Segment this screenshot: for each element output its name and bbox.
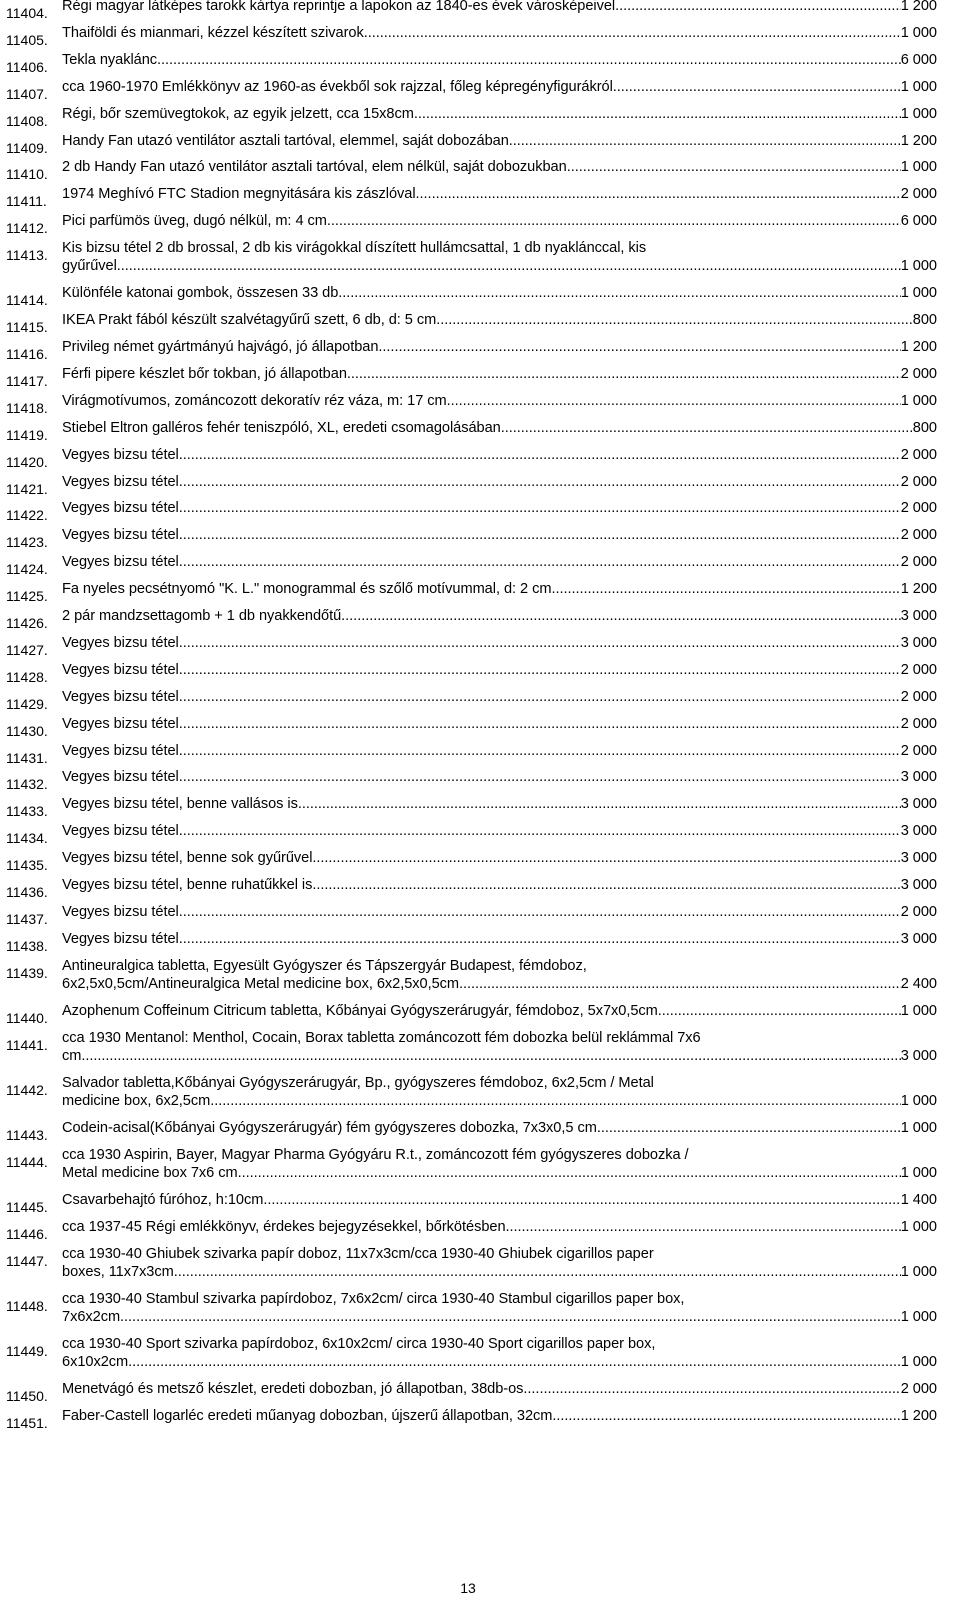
lot-description [62,688,937,706]
lot-number: 11424. [6,561,48,578]
lot-description [62,1002,937,1020]
lot-number: 11433. [6,803,48,820]
lot-description [62,742,937,760]
dot-leader [552,1407,900,1425]
dot-leader [506,1218,901,1236]
dot-leader [551,580,900,598]
dot-leader [613,78,901,96]
lot-description [62,338,937,356]
lot-description-text: Vegyes bizsu tétel [62,742,179,759]
lot-description-text: Virágmotívumos, zománcozott dekoratív réz váza, m: 17 cm [62,392,447,409]
lot-description-text: 7x6x2cm [62,1308,121,1325]
lot-description-text: 1974 Meghívó FTC Stadion megnyitására kis zászlóval [62,186,416,203]
lot-price: 2 000 [900,500,937,517]
lot-number: 11425. [6,588,48,605]
lot-description-text: Különféle katonai gombok, összesen 33 db [62,285,339,302]
lot-description-text: Vegyes bizsu tétel [62,715,179,732]
lot-description [62,1119,937,1137]
lot-number: 11437. [6,910,48,927]
lot-description [62,24,937,42]
lot-description [62,1218,937,1236]
dot-leader [378,338,900,356]
lot-number: 11410. [6,166,48,183]
lot-price: 1 000 [900,105,937,122]
dot-leader [501,419,913,437]
lot-price: 3 000 [900,877,937,893]
lot-description-text: Vegyes bizsu tétel, benne ruhatűkkel is [62,877,313,893]
lot-price: 1 000 [900,1164,937,1181]
lot-description-text: Vegyes bizsu tétel [62,527,179,544]
dot-leader [179,715,901,733]
lot-description [62,0,937,15]
dot-leader [447,392,901,410]
lot-number: 11440. [6,1009,48,1026]
dot-leader [179,768,901,786]
lot-number: 11444. [6,1153,48,1170]
lot-number: 11427. [6,641,48,658]
lot-description-text: cca 1930-40 Ghiubek szivarka papír doboz, 11x7x3cm/cca 1930-40 Ghiubek cigarillos paper [62,1245,654,1262]
lot-number: 11404. [6,5,48,21]
lot-description [62,473,937,491]
dot-leader [436,311,913,329]
lot-price: 2 000 [900,1381,937,1397]
dot-leader [179,553,901,571]
lot-description-text: 6x2,5x0,5cm/Antineuralgica Metal medicine box, 6x2,5x0,5cm [62,975,460,992]
dot-leader [179,634,901,652]
lot-description [62,930,937,948]
lot-description-text: Handy Fan utazó ventilátor asztali tartóval, elemmel, saját dobozában [62,132,509,149]
lot-description [62,822,937,840]
dot-leader [619,0,901,15]
lot-price: 1 000 [900,159,937,176]
lot-description-text: Vegyes bizsu tétel, benne vallásos is [62,796,298,813]
lot-price: 2 000 [900,554,937,571]
lot-price: 3 000 [900,769,937,786]
lot-description [62,1335,937,1371]
lot-description-text: Thaiföldi és mianmari, kézzel készített szivarok [62,24,364,41]
lot-description-text: Menetvágó és metsző készlet, eredeti dobozban, jó állapotban, 38db-os [62,1381,524,1397]
lot-description-text: cca 1937-45 Régi emlékkönyv, érdekes bejegyzésekkel, bőrkötésben [62,1218,506,1235]
lot-description-text: Azophenum Coffeinum Citricum tabletta, Kőbányai Gyógyszerárugyár, fémdoboz, 5x7x0,5cm [62,1002,658,1019]
lot-number: 11429. [6,695,48,712]
lot-description-text: Kis bizsu tétel 2 db brossal, 2 db kis virágokkal díszített hullámcsattal, 1 db nyaklánccal, kis [62,240,647,257]
lot-number: 11436. [6,884,48,900]
lot-description [62,1245,937,1281]
lot-description-text: Régi magyar látképes tarokk kártya reprintje a lapokon az 1840-es évek városképeivel. [62,0,620,14]
lot-price: 1 400 [900,1191,937,1208]
lot-number: 11407. [6,85,48,102]
lot-price: 2 000 [900,186,937,203]
lot-number: 11449. [6,1342,48,1359]
lot-description [62,607,937,625]
lot-description-text: cm [62,1047,82,1064]
lot-number: 11426. [6,615,48,631]
lot-price: 1 000 [900,285,937,302]
page-number: 13 [460,1580,476,1596]
dot-leader [312,876,900,894]
lot-description [62,365,937,383]
lot-price: 1 000 [900,1092,937,1109]
dot-leader [238,1164,901,1182]
lot-description [62,876,937,894]
lot-description-text: cca 1930 Mentanol: Menthol, Cocain, Borax tabletta zománcozott fém dobozka belül reklámmal 7x6 [62,1029,701,1046]
lot-number: 11405. [6,31,48,48]
lot-description [62,634,937,652]
dot-leader [128,1353,901,1371]
lot-description-text: Stiebel Eltron galléros fehér teniszpóló, XL, eredeti csomagolásában [62,419,501,436]
lot-number: 11443. [6,1126,48,1143]
lot-number: 11414. [6,292,48,309]
lot-price: 2 000 [900,903,937,920]
lot-number: 11417. [6,372,48,389]
lot-description [62,1407,937,1425]
lot-description-text: cca 1930 Aspirin, Bayer, Magyar Pharma Gyógyáru R.t., zománcozott fém gyógyszeres dobozka / [62,1146,689,1163]
lot-number: 11451. [6,1414,48,1431]
lot-description-text: Vegyes bizsu tétel [62,769,179,786]
lot-description [62,239,937,275]
lot-number: 11432. [6,776,48,793]
lot-number: 11442. [6,1081,48,1098]
dot-leader [179,822,901,840]
lot-number: 11416. [6,346,48,362]
lot-description [62,849,937,867]
lot-description-text: boxes, 11x7x3cm [62,1263,174,1280]
dot-leader [347,365,901,383]
dot-leader [567,158,901,176]
lot-description [62,957,937,993]
lot-description-text: Tekla nyaklánc [62,51,158,68]
lot-price: 2 000 [900,473,937,490]
lot-description [62,185,937,203]
lot-price: 1 000 [900,1002,937,1019]
lot-description-text: cca 1930-40 Stambul szivarka papírdoboz, 7x6x2cm/ circa 1930-40 Stambul cigarillos paper box, [62,1290,685,1307]
lot-number: 11421. [6,480,48,497]
lot-price: 800 [912,312,937,329]
dot-leader [414,105,901,123]
lot-price: 2 000 [900,661,937,678]
lot-description [62,78,937,96]
lot-description [62,105,937,123]
dot-leader [179,903,901,921]
lot-number: 11431. [6,749,48,766]
lot-number: 11446. [6,1225,48,1242]
dot-leader [263,1191,900,1209]
lot-number: 11439. [6,964,48,981]
lot-number: 11409. [6,139,48,156]
lot-price: 1 000 [900,1263,937,1280]
lot-number: 11441. [6,1036,48,1053]
lot-number: 11445. [6,1198,48,1215]
lot-description [62,903,937,921]
dot-leader [120,1308,901,1326]
lot-price: 2 000 [900,527,937,544]
dot-leader [210,1092,901,1110]
dot-leader [416,185,901,203]
lot-price: 1 200 [900,339,937,355]
lot-description-text: IKEA Prakt fából készült szalvétagyűrű szett, 6 db, d: 5 cm [62,312,437,329]
lot-price: 1 200 [900,132,937,149]
lot-price: 3 000 [900,850,937,867]
lot-price: 1 200 [900,1407,937,1424]
lot-description [62,158,937,176]
lot-description [62,51,937,69]
lot-description-text: 2 pár mandzsettagomb + 1 db nyakkendőtű [62,608,342,624]
lot-price: 2 400 [900,975,937,992]
lot-description-text: Vegyes bizsu tétel [62,823,179,840]
lot-price: 2 000 [900,365,937,382]
lot-description-text: Vegyes bizsu tétel [62,554,179,571]
dot-leader [327,212,901,230]
lot-description [62,132,937,150]
lot-description-text: Salvador tabletta,Kőbányai Gyógyszerárugyár, Bp., gyógyszeres fémdoboz, 6x2,5cm / Metal [62,1074,654,1091]
lot-description-text: gyűrűvel [62,258,117,275]
lot-description [62,1380,937,1398]
dot-leader [179,930,901,948]
dot-leader [364,24,901,42]
dot-leader [179,473,901,491]
lot-price: 800 [912,419,937,436]
lot-number: 11415. [6,319,48,336]
lot-description-text: Férfi pipere készlet bőr tokban, jó állapotban [62,365,347,382]
lot-description [62,499,937,517]
lot-description [62,768,937,786]
dot-leader [459,975,901,993]
dot-leader [179,661,901,679]
dot-leader [81,1047,900,1065]
lot-description-text: Régi, bőr szemüvegtokok, az egyik jelzett, cca 15x8cm [62,105,414,122]
lot-number: 11413. [6,247,48,264]
lot-description-text: Pici parfümös üveg, dugó nélkül, m: 4 cm [62,213,327,230]
dot-leader [509,132,901,150]
lot-description-text: Vegyes bizsu tétel [62,930,179,947]
lot-description-text: cca 1960-1970 Emlékkönyv az 1960-as évekből sok rajzzal, főleg képregényfigurákról [62,78,613,95]
lot-description [62,715,937,733]
lot-description [62,580,937,598]
dot-leader [157,51,901,69]
lot-price: 1 000 [900,392,937,409]
dot-leader [117,257,901,275]
lot-description-text: Vegyes bizsu tétel [62,500,179,517]
lot-price: 3 000 [900,930,937,947]
lot-description [62,795,937,813]
lot-price: 3 000 [900,1047,937,1064]
lot-number: 11428. [6,668,48,685]
lot-number: 11450. [6,1388,48,1404]
lot-price: 2 000 [900,715,937,732]
lot-description-text: Vegyes bizsu tétel [62,688,179,705]
lot-description-text: Vegyes bizsu tétel [62,634,179,651]
dot-leader [338,284,900,302]
lot-number: 11447. [6,1252,48,1269]
lot-price: 1 000 [900,24,937,41]
dot-leader [523,1380,900,1398]
lot-description [62,212,937,230]
lot-description-text: Csavarbehajtó fúróhoz, h:10cm [62,1191,264,1208]
lot-price: 1 000 [900,1218,937,1235]
lot-description-text: medicine box, 6x2,5cm [62,1092,211,1109]
dot-leader [179,742,901,760]
lot-price: 3 000 [900,634,937,651]
lot-number: 11412. [6,220,48,237]
lot-number: 11448. [6,1297,48,1314]
lot-price: 1 200 [900,0,937,14]
lot-price: 1 000 [900,258,937,275]
dot-leader [658,1002,901,1020]
lot-number: 11434. [6,830,48,847]
lot-price: 6 000 [900,51,937,68]
lot-description [62,1146,937,1182]
dot-leader [597,1119,901,1137]
lot-price: 1 000 [900,1308,937,1325]
lot-description [62,311,937,329]
lot-description [62,1029,937,1065]
lot-price: 3 000 [900,608,937,624]
dot-leader [312,849,900,867]
lot-price: 2 000 [900,688,937,705]
lot-description [62,1074,937,1110]
lot-description-text: Codein-acisal(Kőbányai Gyógyszerárugyár) fém gyógyszeres dobozka, 7x3x0,5 cm [62,1119,597,1136]
lot-price: 1 000 [900,1354,937,1371]
dot-leader [298,795,901,813]
lot-description-text: 6x10x2cm [62,1354,129,1371]
lot-description-text: Vegyes bizsu tétel [62,446,179,463]
lot-number: 11411. [6,193,47,210]
lot-number: 11438. [6,937,48,954]
lot-number: 11408. [6,112,48,129]
lot-description-text: Vegyes bizsu tétel [62,903,179,920]
lot-number: 11430. [6,722,48,739]
dot-leader [174,1263,901,1281]
lot-price: 1 000 [900,1119,937,1136]
lot-description [62,392,937,410]
lot-price: 2 000 [900,742,937,759]
lot-description [62,1191,937,1209]
lot-description-text: Metal medicine box 7x6 cm [62,1164,238,1181]
lot-description [62,446,937,464]
lot-price: 3 000 [900,796,937,813]
lot-price: 1 200 [900,581,937,598]
lot-description-text: Privileg német gyártmányú hajvágó, jó állapotban [62,339,379,355]
lot-description-text: Fa nyeles pecsétnyomó "K. L." monogrammal és szőlő motívummal, d: 2 cm [62,581,552,598]
lot-number: 11435. [6,857,48,874]
lot-number: 11422. [6,507,48,524]
lot-price: 3 000 [900,823,937,840]
lot-description [62,553,937,571]
dot-leader [179,499,901,517]
lot-number: 11406. [6,58,48,75]
lot-number: 11418. [6,399,48,416]
lot-number: 11423. [6,534,48,551]
lot-number: 11419. [6,426,48,443]
lot-description-text: Faber-Castell logarléc eredeti műanyag dobozban, újszerű állapotban, 32cm [62,1407,553,1424]
dot-leader [179,688,901,706]
lot-description [62,284,937,302]
lot-description [62,419,937,437]
lot-description-text: 2 db Handy Fan utazó ventilátor asztali tartóval, elem nélkül, saját dobozukban [62,159,567,176]
lot-description-text: Vegyes bizsu tétel [62,661,179,678]
lot-description [62,661,937,679]
dot-leader [179,526,901,544]
dot-leader [179,446,901,464]
lot-description-text: cca 1930-40 Sport szivarka papírdoboz, 6x10x2cm/ circa 1930-40 Sport cigarillos paper box, [62,1335,656,1352]
lot-description [62,526,937,544]
lot-price: 2 000 [900,446,937,463]
lot-description [62,1290,937,1326]
lot-description-text: Vegyes bizsu tétel [62,473,179,490]
dot-leader [341,607,901,625]
lot-price: 6 000 [900,213,937,230]
lot-description-text: Vegyes bizsu tétel, benne sok gyűrűvel [62,850,313,867]
lot-number: 11420. [6,453,48,470]
lot-price: 1 000 [900,78,937,95]
lot-description-text: Antineuralgica tabletta, Egyesült Gyógyszer és Tápszergyár Budapest, fémdoboz, [62,957,587,974]
